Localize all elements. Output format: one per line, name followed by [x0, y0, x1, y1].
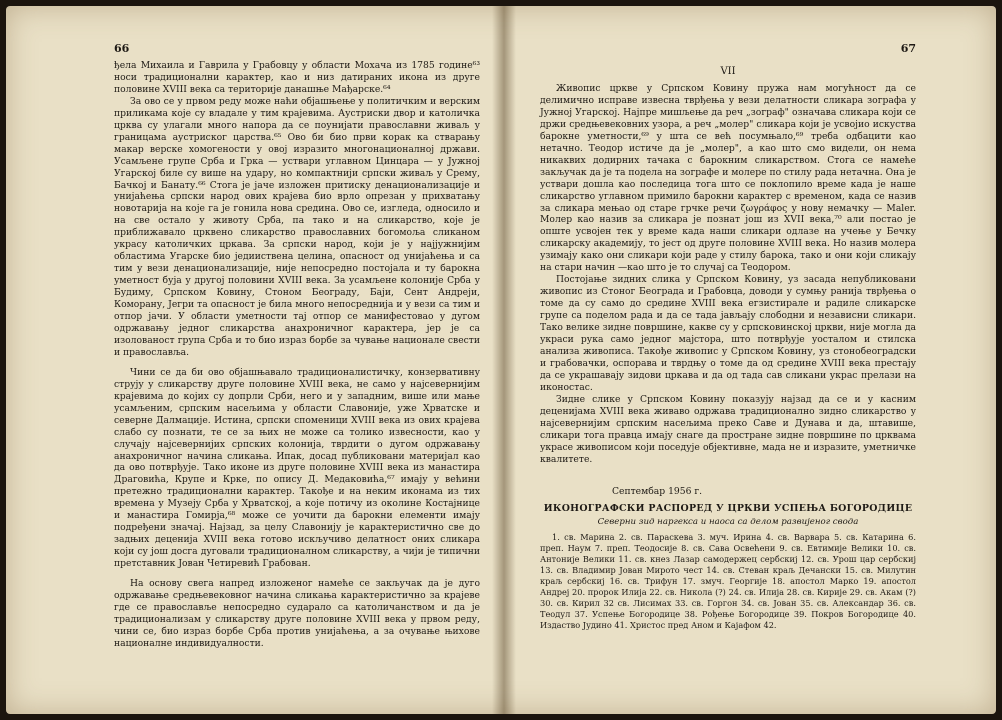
- paragraph: За ово се у првом реду може наћи објашњење у политичким и верским приликама које су владале у тим крајевима. Аустриски двор и католичка црква су улагали много напора да се поунијати православни живаљ у границама аустриског царства.⁶⁵ Ово би био први корак ка стварању макар верске хомогености у овој изразито многонационалној држави. Усамљене групе Срба и Грка — устваpи углавном Цинцара — у Јужној Угарској биле су више на удару, но компактнији српски живаљ у Срему, Бачкој и Банату.⁶⁶ Стога је јаче изложен притиску денационализације и унијаћења српски народ ових крајева био врло опрезан у прихватању новотарија на које га је гонила нова средина. Ово се, изгледа, односило и на све остало у животу Срба, па тако и на сликарство, које је приближавало црквено сликарство православних богомоља сликаном украсу католичких цркава. За српски народ, који је у најјужнијим областима Угарске био једииствена целина, опасност од унијаћења и са тим у вези денационализације, није непосредно постојала и ту барокна уметност буја у другој половини XVIII века. За усамљене колоније Срба у Будиму, Српском Ковину, Стоном Београду, Баји, Сент Андреји, Коморану, Јегри та опасност је била много непосреднија и у вези са тим и отпор јачи. У области уметности тај отпор се манифестовао у дугом одржавању једног сликарства анахроничног карактера, јер је са изолованост група Срба и то био израз борбе за чување национале свести и православља.: [114, 95, 480, 358]
- paragraph: Постојање зидних слика у Српском Ковину, уз засада непубликовани живопис из Стоног Београда и Грабовца, доводи у сумњу ранија тврђења о томе да су само до средине XVIII века егзистирале и радиле сликарске групе са поделом рада и да се тада јављају слободни и независни сликари. Тако велике зидне површине, какве су у српсковинској цркви, није могла да украси рука само једног мајстора, што потврђује уосталом и стилска анализа живописа. Такође живопис у Српском Ковину, уз стонобеоградски и грабовачки, оспорава и тврдњу о томе да од средине XVIII века престају да се украшавају зидови цркава и да од тада сав сликани украс прелази на иконостас.: [540, 274, 916, 393]
- page-number-left: 66: [114, 42, 130, 55]
- paragraph: Зидне слике у Српском Ковину показују најзад да се и у касним деценијама XVIII века живаво одржава традиционално зидно сликарство у најсевернијим српским насељима преко Саве и Дунава и да, штавише, сликари тога правца имају снаге да простране зидне површине по црквама украсе живописом који поседује објективне, мада не и изразите, уметничке квалитете.: [540, 393, 916, 465]
- paragraph: ђела Михаила и Гаврила у Грабовцу у области Мохача из 1785 године⁶³ носи традиционални карактер, као и низ датираних икона из друге половине XVIII века са територије данашње Мађарске.⁶⁴: [114, 60, 480, 95]
- left-page-text: [114, 60, 480, 650]
- paragraph: Живопис цркве у Српском Ковину пружа нам могућност да се делимично исправе извесна тврђења у вези делатности сликара зографа у Јужној Угарској. Најпре мишљење да реч „зограф" означава сликара који се држи средњевековних узора, а реч „молер" сликара који је усвојио искуства барокне уметности,⁶⁹ у шта се већ посумњало,⁶⁹ треба одбацити као нетачно. Теодор истиче да је „молер", а као што смо видели, он нема никаквих додирних тачака с барокним сликарством. Стога се намеће закључак да је та подела на зографе и молере по стилу рада нетачна. Она је устваpи дошла као последица тога што се поклопило време када је наше сликарство углавном примило барокни карактер с временом, када се назив за сликара мењао од старе грчке речи ζωγράφος у нову немачку — Maler. Молер као назив за сликара је познат још из XVII века,⁷⁰ али постао је опште усвојен тек у време када наши сликари одлазе на учење у Бечку сликарску академију, то јест од друге половине XVIII века. Но назив молера узимају како они сликари који раде у стилу барока, тако и они који сликају на стари начин —као што је то случај са Теодором.: [540, 83, 916, 274]
- left-page: [6, 6, 500, 714]
- iconography-list: 1. св. Марина 2. св. Параскева 3. муч. Ирина 4. св. Варвара 5. св. Катарина 6. преп. Наум 7. преп. Теодосије 8. св. Сава Освећени 9. св. Евтимије Велики 10. св. Антоније Велики 11. св. кнез Лазар самодержец сербскиј 12. св. Урош цар сербскиј 13. св. Владимир Јован Мирото чест 14. св. Стеван краљ Дечански 15. св. Милутин краљ сербскиј 16. св. Трифун 17. змуч. Георгије 18. апостол Марко 19. апостол Андреј 20. пророк Илија 22. св. Никола (?) 24. св. Илија 28. св. Кирије 29. св. Акам (?) 30. св. Кирил 32 св. Лисимах 33. св. Горгон 34. св. Јован 35. св. Александар 36. св. Теодул 37. Успење Богородице 38. Рођење Богородице 39. Покров Богородице 40. Издаство Јудино 41. Христос пред Аном и Кајафом 42.: [540, 531, 916, 631]
- paragraph: На основу свега напред изложеног намеће се закључак да је дуго одржавање средњевековног начина сликања карактеристично за крајеве где се православље непосредно сударало са католичанством и да је традиционализам у сликарству друге половине XVIII века у првом реду, чини се, био израз борбе Срба против унијаћења, а за очување њихове националне индивидуалности.: [114, 578, 480, 649]
- date-line: Септембар 1956 г.: [612, 485, 703, 497]
- section-number: VII: [720, 66, 736, 77]
- section-heading: ИКОНОГРАФСКИ РАСПОРЕД У ЦРКВИ УСПЕЊА БОГОРОДИЦЕ: [543, 502, 913, 514]
- right-page-text: [540, 83, 916, 466]
- book-spread: [6, 6, 996, 714]
- section-subheading: Северни зид наргекса и наоса са делом развијеног свода: [597, 516, 859, 527]
- paragraph: Чини се да би ово објашњавало традиционалистичку, конзервативну струју у сликарству друге половине XVIII века, не само у најсевернијим крајевима до којих су допрли Срби, него и у западним, више или мање усамљеним, српским насељима у области Славоније, уже Хрватске и северне Далмације. Истина, српски споменици XVIII века из ових крајева слабо су познати, те се за њих не може са толико извесности, као у случају најсевернијих српских колонија, тврдити о дугом одржавању анахроничног начина сликања. Ипак, досад публиковани материјал као да ово потврђује. Тако иконе из друге половине XVIII века из манастира Драговића, Крупе и Крке, по опису Д. Медаковића,⁶⁷ имају у већини претежно традиционални карактер. Такође и на неким иконама из тих времена у Музеју Срба у Хрватској, а које потичу из околине Костајнице и манастира Гомирја,⁶⁸ може се уочити да барокни елементи имају подређени значај. Најзад, за целу Славонију је карактеристично све до задњих деценија XVIII века готово искључиво делатност оних сликара који су још досга дуговали традиционалном сликарству, а чији је типични претставник Јован Четиревић Грабован.: [114, 366, 480, 570]
- page-number-right: 67: [900, 42, 916, 55]
- right-page: [502, 6, 996, 714]
